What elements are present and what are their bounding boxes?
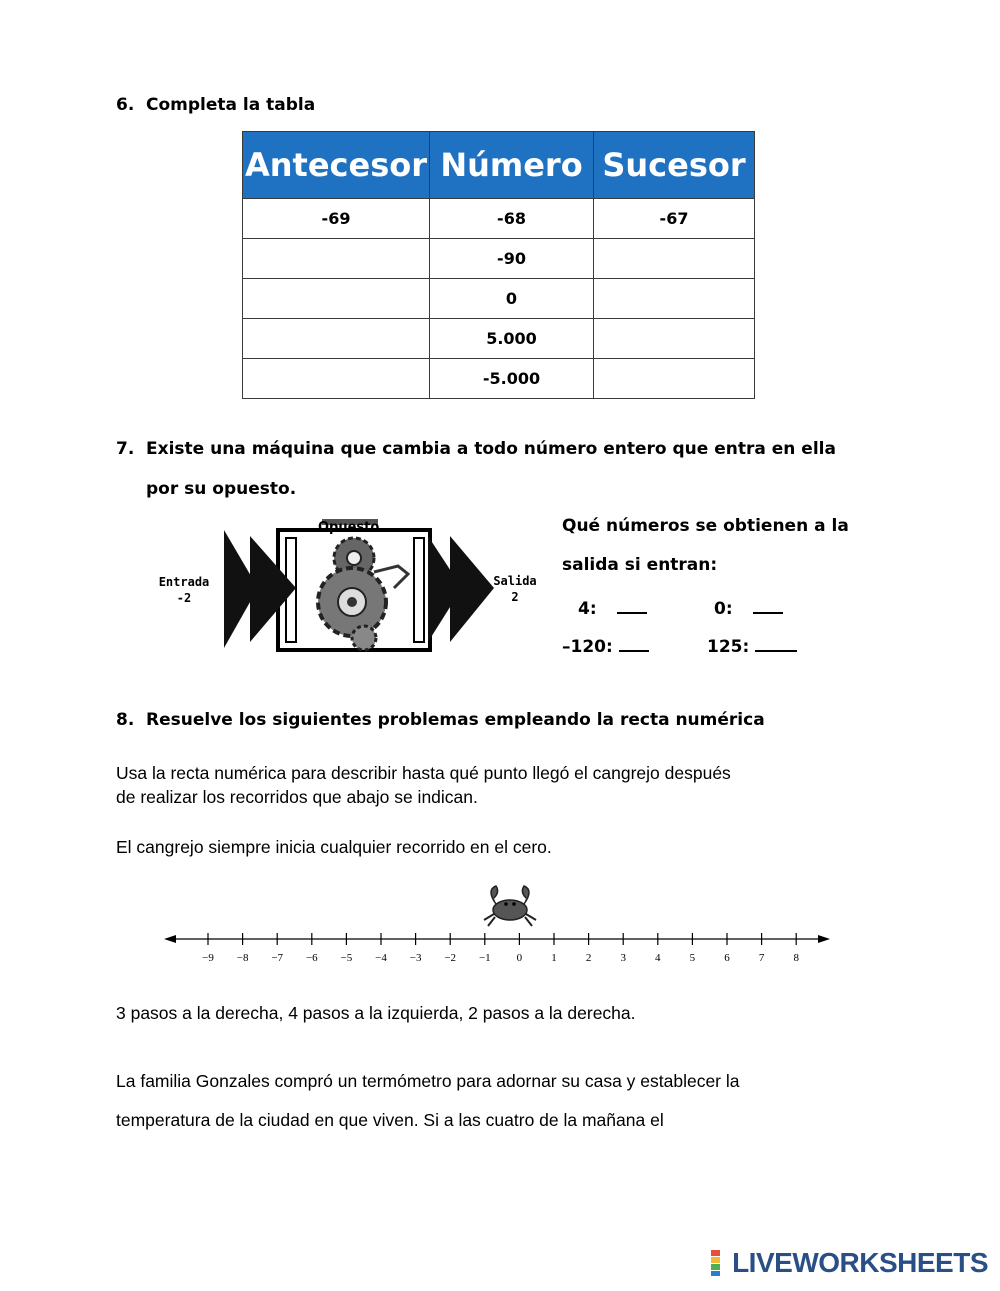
answer-cell-sucesor[interactable]: [594, 239, 755, 279]
q8-intro-line2: de realizar los recorridos que abajo se indican.: [116, 787, 478, 807]
tick-label: 2: [585, 952, 592, 964]
large-gear-icon: [318, 568, 386, 636]
tick-label: −9: [202, 952, 214, 964]
number-line: [160, 880, 840, 970]
tick-label: −1: [478, 952, 491, 964]
answer-blank[interactable]: [755, 634, 797, 652]
cell-antecesor: -69: [243, 199, 430, 239]
item-label: –120:: [562, 637, 613, 657]
q8-heading: [116, 710, 765, 730]
q8-intro-line1: Usa la recta numérica para describir hasta qué punto llegó el cangrejo después: [116, 763, 731, 783]
table-row: [243, 279, 755, 319]
tick-label: −3: [409, 952, 422, 964]
header-sucesor: Sucesor: [594, 132, 755, 199]
input-label: Entrada: [158, 575, 210, 589]
q7-item-4: [578, 596, 647, 619]
opposite-machine: [146, 516, 546, 656]
tick-label: −8: [236, 952, 249, 964]
q8-number: 8.: [116, 710, 135, 730]
liveworksheets-logo: [710, 1247, 988, 1279]
answer-cell-sucesor[interactable]: [594, 359, 755, 399]
answer-cell-antecesor[interactable]: [243, 319, 430, 359]
cell-numero: -90: [430, 239, 594, 279]
table-row: [243, 239, 755, 279]
output-value: 2: [511, 590, 519, 604]
item-label: 4:: [578, 599, 597, 619]
tick-label: 7: [758, 952, 765, 964]
input-value: -2: [176, 591, 192, 605]
tick-label: −4: [375, 952, 387, 964]
item-label: 0:: [714, 599, 733, 619]
q6-number: 6.: [116, 95, 135, 115]
table-row: [243, 359, 755, 399]
q8-moves: 3 pasos a la derecha, 4 pasos a la izquierda, 2 pasos a la derecha.: [116, 1003, 636, 1023]
tick-label: 5: [689, 952, 696, 964]
cell-sucesor: -67: [594, 199, 755, 239]
tick-label: 6: [724, 952, 730, 964]
number-line-drawing: [160, 880, 840, 970]
q7-prompt-line2: salida si entran:: [562, 555, 718, 575]
q8-intro: [116, 761, 731, 809]
output-label: Salida: [493, 574, 537, 588]
answer-cell-antecesor[interactable]: [243, 279, 430, 319]
tick-label: 0: [516, 952, 523, 964]
cell-numero: -68: [430, 199, 594, 239]
logo-mark-icon: [710, 1249, 732, 1277]
q7-item-125: [707, 634, 797, 657]
header-numero: Número: [430, 132, 594, 199]
q7-line2: por su opuesto.: [146, 479, 297, 499]
answer-blank[interactable]: [619, 634, 649, 652]
q8-title: Resuelve los siguientes problemas empleando la recta numérica: [146, 710, 765, 730]
answer-blank[interactable]: [753, 596, 783, 614]
cell-numero: -5.000: [430, 359, 594, 399]
table-row: [243, 199, 755, 239]
tick-label: 3: [620, 952, 626, 964]
machine-label: Opuesto: [318, 520, 380, 535]
tick-label: −6: [305, 952, 318, 964]
q7-item-neg120: [562, 634, 649, 657]
cell-numero: 5.000: [430, 319, 594, 359]
q7-prompt-line1: Qué números se obtienen a la: [562, 516, 849, 536]
q6-heading: [116, 95, 315, 115]
q8-problem2-line2: temperatura de la ciudad en que viven. Si a las cuatro de la mañana el: [116, 1110, 664, 1130]
tick-label: 8: [793, 952, 799, 964]
machine-output: [484, 573, 546, 605]
tick-label: 1: [551, 952, 557, 964]
answer-cell-antecesor[interactable]: [243, 239, 430, 279]
machine-input: [146, 574, 222, 606]
table-row: [243, 319, 755, 359]
tick-label: −5: [340, 952, 353, 964]
q6-title: Completa la tabla: [146, 95, 316, 115]
crab-icon: [484, 886, 536, 926]
q7-heading: [116, 439, 836, 459]
item-label: 125:: [707, 637, 750, 657]
q8-problem2-line1: La familia Gonzales compró un termómetro para adornar su casa y establecer la: [116, 1071, 740, 1091]
tick-label: 4: [655, 952, 661, 964]
cell-numero: 0: [430, 279, 594, 319]
tick-label: −2: [444, 952, 457, 964]
q7-number: 7.: [116, 439, 135, 459]
answer-blank[interactable]: [617, 596, 647, 614]
brand-text: LIVEWORKSHEETS: [732, 1247, 988, 1278]
header-antecesor: Antecesor: [243, 132, 430, 199]
answer-cell-sucesor[interactable]: [594, 279, 755, 319]
q8-start-note: El cangrejo siempre inicia cualquier recorrido en el cero.: [116, 837, 552, 857]
q7-line1: Existe una máquina que cambia a todo número entero que entra en ella: [146, 439, 836, 459]
bottom-gear-icon: [352, 626, 376, 650]
answer-cell-sucesor[interactable]: [594, 319, 755, 359]
q7-item-0: [714, 596, 783, 619]
tick-label: −7: [271, 952, 284, 964]
answer-cell-antecesor[interactable]: [243, 359, 430, 399]
predecessor-successor-table: [242, 131, 755, 399]
